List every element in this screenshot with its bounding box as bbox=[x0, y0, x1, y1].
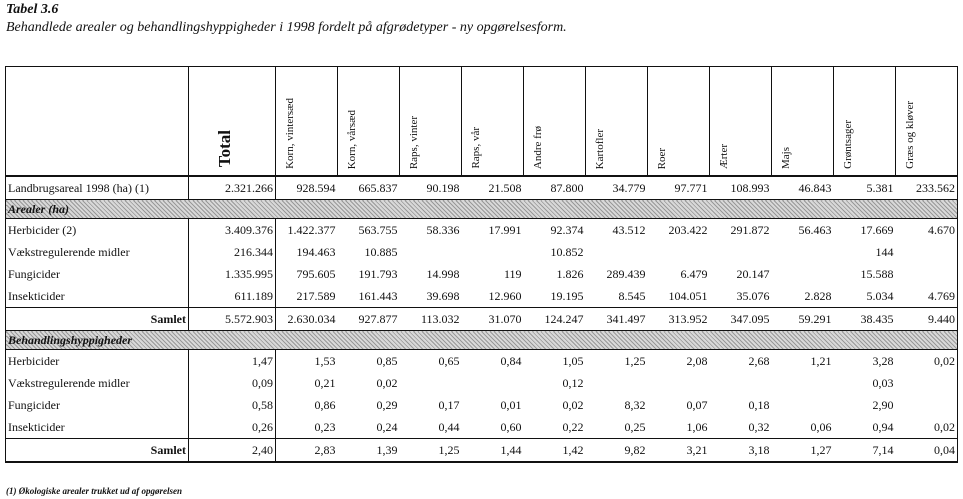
table-cell: 1,39 bbox=[338, 439, 400, 463]
table-cell: 2.321.266 bbox=[189, 176, 276, 200]
table-cell: 1,44 bbox=[462, 439, 524, 463]
column-header-label: Grøntsager bbox=[842, 120, 854, 169]
section-heading-label: Behandlingshyppigheder bbox=[8, 332, 133, 347]
table-cell: 0,01 bbox=[500, 397, 522, 412]
table-cell: 0,60 bbox=[500, 419, 522, 434]
table-cell: 347.095 bbox=[710, 308, 772, 331]
table-row bbox=[6, 416, 958, 439]
table-cell: 14.998 bbox=[426, 266, 460, 281]
column-header bbox=[276, 67, 338, 177]
column-header bbox=[896, 67, 958, 177]
row-label: Landbrugsareal 1998 (ha) (1) bbox=[6, 176, 189, 200]
column-header bbox=[400, 67, 462, 177]
table-cell: 0,02 bbox=[896, 350, 958, 373]
table-row bbox=[6, 219, 958, 242]
table-cell: 20.147 bbox=[736, 266, 770, 281]
table-cell bbox=[896, 241, 958, 263]
column-header-label: Majs bbox=[780, 147, 792, 169]
table-cell: 10.852 bbox=[550, 244, 584, 259]
table-cell: 0,02 bbox=[376, 375, 398, 390]
table-cell: 1.826 bbox=[556, 266, 584, 281]
table-cell: 313.952 bbox=[648, 308, 710, 331]
table-cell: 34.779 bbox=[586, 176, 648, 200]
column-header-label: Korn, vintersæd bbox=[284, 98, 296, 169]
table-cell: 56.463 bbox=[798, 222, 832, 237]
table-cell: 104.051 bbox=[668, 288, 708, 303]
table-cell: 1,42 bbox=[524, 439, 586, 463]
table-cell: 795.605 bbox=[296, 266, 336, 281]
row-label: Vækstregulerende midler bbox=[6, 241, 189, 263]
row-label: Fungicider bbox=[6, 394, 189, 416]
row-label: Samlet bbox=[6, 308, 189, 331]
column-header-label: Græs og kløver bbox=[904, 101, 916, 169]
table-cell: 0,94 bbox=[872, 419, 894, 434]
table-cell: 1.335.995 bbox=[189, 263, 276, 285]
table-cell: 1,47 bbox=[189, 350, 276, 373]
footnote: (1) Økologiske arealer trukket ud af opgørelsen bbox=[6, 486, 182, 496]
table-cell: 1,06 bbox=[686, 419, 708, 434]
table-cell: 1,25 bbox=[624, 353, 646, 368]
column-header bbox=[586, 67, 648, 177]
table-cell: 0,02 bbox=[896, 416, 958, 439]
table-cell bbox=[896, 394, 958, 416]
landbrugsareal-row bbox=[6, 176, 958, 200]
table-cell: 0,85 bbox=[376, 353, 398, 368]
table-cell bbox=[772, 241, 834, 263]
table-cell: 87.800 bbox=[524, 176, 586, 200]
table-cell: 0,03 bbox=[872, 375, 894, 390]
table-cell: 0,25 bbox=[624, 419, 646, 434]
table-cell: 92.374 bbox=[550, 222, 584, 237]
table-cell: 928.594 bbox=[276, 176, 338, 200]
table-cell: 927.877 bbox=[338, 308, 400, 331]
table-cell: 38.435 bbox=[834, 308, 896, 331]
table-cell: 2,90 bbox=[872, 397, 894, 412]
table-cell: 0,21 bbox=[314, 375, 336, 390]
table-cell: 59.291 bbox=[772, 308, 834, 331]
table-cell: 21.508 bbox=[462, 176, 524, 200]
table-cell: 19.195 bbox=[550, 288, 584, 303]
table-cell: 1,53 bbox=[314, 353, 336, 368]
section-heading bbox=[6, 331, 958, 350]
table-cell: 0,86 bbox=[314, 397, 336, 412]
table-cell: 611.189 bbox=[189, 285, 276, 308]
table-cell: 0,07 bbox=[686, 397, 708, 412]
column-header bbox=[648, 67, 710, 177]
table-cell: 3,28 bbox=[872, 353, 894, 368]
table-cell: 161.443 bbox=[358, 288, 398, 303]
sum-row-arealer bbox=[6, 308, 958, 331]
table-cell: 1.422.377 bbox=[287, 222, 336, 237]
table-cell: 9.440 bbox=[896, 308, 958, 331]
column-header bbox=[772, 67, 834, 177]
column-header bbox=[462, 67, 524, 177]
table-row bbox=[6, 350, 958, 373]
table-cell bbox=[586, 241, 648, 263]
column-header-label: Ærter bbox=[718, 143, 730, 169]
table-cell: 124.247 bbox=[524, 308, 586, 331]
table-cell: 0,17 bbox=[438, 397, 460, 412]
table-cell: 291.872 bbox=[730, 222, 770, 237]
table-cell: 0,23 bbox=[314, 419, 336, 434]
table-cell: 0,32 bbox=[748, 419, 770, 434]
section-arealer bbox=[6, 200, 958, 219]
row-label: Insekticider bbox=[6, 285, 189, 308]
table-cell bbox=[772, 394, 834, 416]
column-header-label: Kartofler bbox=[594, 128, 606, 169]
table-cell: 144 bbox=[875, 244, 894, 259]
table-cell: 9,82 bbox=[586, 439, 648, 463]
section-hyppighed bbox=[6, 331, 958, 350]
table-cell: 6.479 bbox=[680, 266, 708, 281]
table-cell: 1,25 bbox=[400, 439, 462, 463]
column-header bbox=[710, 67, 772, 177]
table-cell: 17.669 bbox=[860, 222, 894, 237]
table-cell: 191.793 bbox=[358, 266, 398, 281]
column-header-label: Raps, vinter bbox=[408, 115, 420, 169]
table-cell: 0,02 bbox=[562, 397, 584, 412]
table-cell: 1,21 bbox=[810, 353, 832, 368]
table-cell bbox=[462, 372, 524, 394]
table-cell: 2,08 bbox=[686, 353, 708, 368]
table-cell bbox=[772, 372, 834, 394]
section-heading bbox=[6, 200, 958, 219]
table-cell: 31.070 bbox=[462, 308, 524, 331]
table-cell: 665.837 bbox=[338, 176, 400, 200]
table-cell: 90.198 bbox=[400, 176, 462, 200]
table-cell bbox=[772, 263, 834, 285]
table-cell: 108.993 bbox=[710, 176, 772, 200]
sum-row-hyppighed bbox=[6, 439, 958, 463]
table-cell: 0,06 bbox=[810, 419, 832, 434]
table-row bbox=[6, 285, 958, 308]
table-cell: 15.588 bbox=[860, 266, 894, 281]
column-header-label: Total bbox=[215, 129, 234, 167]
section-heading-label: Arealer (ha) bbox=[8, 201, 69, 216]
table-cell: 8,32 bbox=[624, 397, 646, 412]
table-cell: 12.960 bbox=[488, 288, 522, 303]
row-label: Vækstregulerende midler bbox=[6, 372, 189, 394]
table-cell: 3,18 bbox=[710, 439, 772, 463]
table-cell: 46.843 bbox=[772, 176, 834, 200]
table-cell bbox=[896, 263, 958, 285]
data-table bbox=[5, 66, 958, 463]
row-label: Fungicider bbox=[6, 263, 189, 285]
table-cell: 563.755 bbox=[358, 222, 398, 237]
table-cell: 2,40 bbox=[189, 439, 276, 463]
table-cell: 2,68 bbox=[748, 353, 770, 368]
column-header-label: Andre frø bbox=[532, 125, 544, 169]
row-label: Herbicider bbox=[6, 350, 189, 373]
table-cell: 43.512 bbox=[612, 222, 646, 237]
table-cell: 39.698 bbox=[426, 288, 460, 303]
table-row bbox=[6, 394, 958, 416]
column-header bbox=[189, 67, 276, 177]
table-row bbox=[6, 263, 958, 285]
table-number: Tabel 3.6 bbox=[6, 2, 59, 17]
column-header bbox=[338, 67, 400, 177]
table-cell bbox=[896, 372, 958, 394]
table-cell: 0,44 bbox=[438, 419, 460, 434]
table-cell: 216.344 bbox=[189, 241, 276, 263]
table-cell: 8.545 bbox=[618, 288, 646, 303]
table-cell: 0,12 bbox=[562, 375, 584, 390]
table-cell: 97.771 bbox=[648, 176, 710, 200]
table-cell: 0,22 bbox=[562, 419, 584, 434]
table-cell: 5.381 bbox=[834, 176, 896, 200]
table-cell: 2.828 bbox=[804, 288, 832, 303]
table-cell: 3.409.376 bbox=[189, 219, 276, 242]
table-cell bbox=[586, 372, 648, 394]
table-cell: 0,84 bbox=[500, 353, 522, 368]
table-cell: 58.336 bbox=[426, 222, 460, 237]
table-cell bbox=[400, 372, 462, 394]
table-cell: 1,05 bbox=[562, 353, 584, 368]
table-cell: 233.562 bbox=[896, 176, 958, 200]
table-cell: 203.422 bbox=[668, 222, 708, 237]
table-cell bbox=[710, 372, 772, 394]
column-header-label: Roer bbox=[656, 147, 668, 169]
table-cell: 0,04 bbox=[896, 439, 958, 463]
table-cell bbox=[462, 241, 524, 263]
table-cell: 5.572.903 bbox=[189, 308, 276, 331]
table-cell: 1,27 bbox=[772, 439, 834, 463]
table-row bbox=[6, 372, 958, 394]
column-header-label: Korn, vårsæd bbox=[346, 109, 358, 169]
table-cell: 0,26 bbox=[189, 416, 276, 439]
table-cell bbox=[710, 241, 772, 263]
row-label: Insekticider bbox=[6, 416, 189, 439]
table-cell: 5.034 bbox=[866, 288, 894, 303]
table-cell: 2,83 bbox=[276, 439, 338, 463]
table-cell bbox=[648, 372, 710, 394]
table-cell: 0,58 bbox=[189, 394, 276, 416]
table-cell bbox=[648, 241, 710, 263]
table-cell: 4.670 bbox=[896, 219, 958, 242]
table-cell: 0,65 bbox=[438, 353, 460, 368]
table-cell: 289.439 bbox=[606, 266, 646, 281]
table-cell: 17.991 bbox=[488, 222, 522, 237]
table-cell: 119 bbox=[503, 266, 522, 281]
row-label: Herbicider (2) bbox=[6, 219, 189, 242]
table-cell: 7,14 bbox=[834, 439, 896, 463]
table-cell: 35.076 bbox=[736, 288, 770, 303]
column-header-label: Raps, vår bbox=[470, 127, 482, 169]
table-cell: 113.032 bbox=[400, 308, 462, 331]
header-corner bbox=[6, 67, 189, 177]
table-row bbox=[6, 241, 958, 263]
column-header bbox=[524, 67, 586, 177]
header-row bbox=[6, 67, 958, 177]
column-header bbox=[834, 67, 896, 177]
table-cell bbox=[400, 241, 462, 263]
table-cell: 3,21 bbox=[648, 439, 710, 463]
table-cell: 194.463 bbox=[296, 244, 336, 259]
table-cell: 341.497 bbox=[586, 308, 648, 331]
table-cell: 0,09 bbox=[189, 372, 276, 394]
table-cell: 0,18 bbox=[748, 397, 770, 412]
table-cell: 10.885 bbox=[364, 244, 398, 259]
table-cell: 217.589 bbox=[296, 288, 336, 303]
table-cell: 0,24 bbox=[376, 419, 398, 434]
table-cell: 4.769 bbox=[896, 285, 958, 308]
table-caption: Behandlede arealer og behandlingshyppigheder i 1998 fordelt på afgrødetyper - ny opgørelsesform. bbox=[6, 20, 567, 35]
table-cell: 0,29 bbox=[376, 397, 398, 412]
row-label: Samlet bbox=[6, 439, 189, 463]
table-cell: 2.630.034 bbox=[276, 308, 338, 331]
